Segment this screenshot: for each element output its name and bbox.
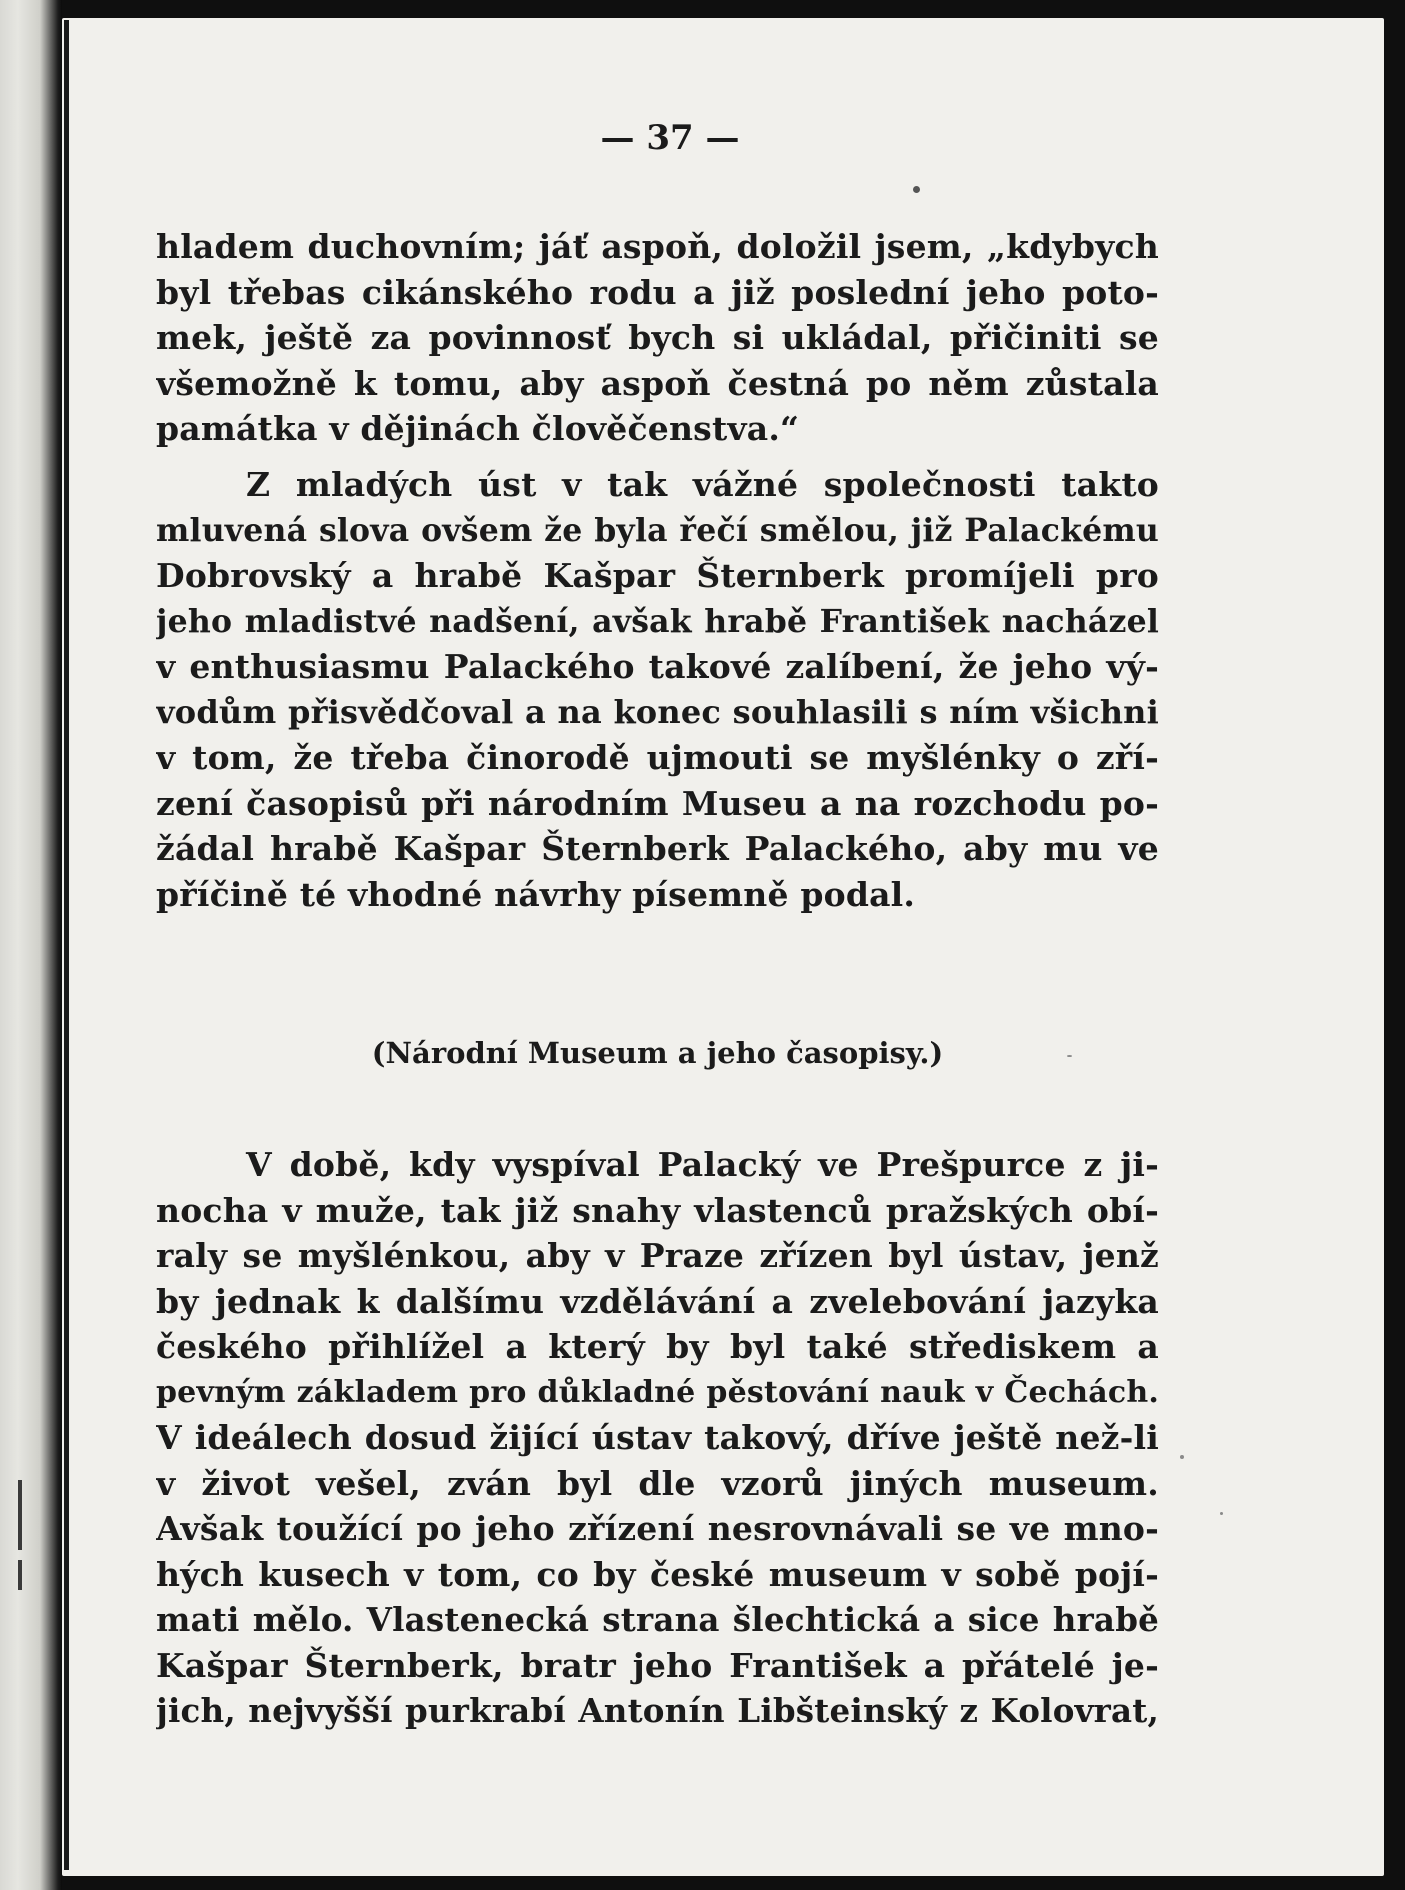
text-line: v tom, že třeba činorodě ujmouti se myšlénky o zří- bbox=[156, 738, 1159, 777]
paragraph-3 bbox=[156, 1142, 1159, 1734]
ink-speck bbox=[1220, 1512, 1223, 1515]
paragraph-1 bbox=[156, 224, 1159, 452]
text-line: českého přihlížel a který by byl také střediskem a bbox=[156, 1327, 1159, 1366]
ink-speck bbox=[913, 186, 920, 193]
text-line: mek, ještě za povinnosť bych si ukládal, přičiniti se bbox=[156, 318, 1159, 357]
page-number: — 37 — bbox=[600, 118, 740, 158]
edge-mark bbox=[18, 1480, 22, 1550]
text-line: hladem duchovním; jáť aspoň, doložil jsem, „kdybych bbox=[156, 227, 1159, 266]
text-line: Kašpar Šternberk, bratr jeho František a přátelé je- bbox=[156, 1645, 1159, 1685]
text-line: Avšak toužící po jeho zřízení nesrovnávali se ve mno- bbox=[156, 1509, 1159, 1548]
text-line: pevným základem pro důkladné pěstování nauk v Čechách. bbox=[156, 1374, 1159, 1410]
text-line: V ideálech dosud žijící ústav takový, dříve ještě než-li bbox=[156, 1418, 1159, 1457]
text-line: V době, kdy vyspíval Palacký ve Prešpurce z ji- bbox=[246, 1145, 1159, 1184]
text-line: by jednak k dalšímu vzdělávání a zvelebování jazyka bbox=[156, 1281, 1159, 1321]
paragraph-2 bbox=[156, 462, 1159, 917]
section-heading: (Národní Museum a jeho časopisy.) bbox=[371, 1036, 944, 1070]
text-line: jich, nejvyšší purkrabí Antonín Libšteinský z Kolovrat, bbox=[156, 1691, 1159, 1730]
text-line: mati mělo. Vlastenecká strana šlechtická a sice hrabě bbox=[156, 1600, 1159, 1639]
text-line: památka v dějinách člověčenstva.“ bbox=[156, 409, 800, 448]
paragraph-1-text bbox=[156, 224, 1159, 452]
text-line: hých kusech v tom, co by české museum v sobě pojí- bbox=[156, 1554, 1159, 1594]
text-line: v život vešel, zván byl dle vzorů jiných museum. bbox=[156, 1463, 1159, 1503]
text-line: raly se myšlénkou, aby v Praze zřízen byl ústav, jenž bbox=[156, 1236, 1159, 1275]
edge-mark bbox=[18, 1560, 22, 1590]
text-line: jeho mladistvé nadšení, avšak hrabě František nacházel bbox=[156, 602, 1159, 640]
gutter-shadow bbox=[64, 20, 69, 1870]
text-line: příčině té vhodné návrhy písemně podal. bbox=[156, 874, 916, 914]
text-line: byl třebas cikánského rodu a již poslední jeho poto- bbox=[156, 272, 1159, 312]
text-line: Dobrovský a hrabě Kašpar Šternberk promíjeli pro bbox=[156, 556, 1159, 595]
text-line: nocha v muže, tak již snahy vlastenců pražských obí- bbox=[156, 1190, 1159, 1230]
ink-speck bbox=[1180, 1455, 1184, 1459]
text-line: vodům přisvědčoval a na konec souhlasili s ním všichni bbox=[156, 692, 1159, 731]
text-line: všemožně k tomu, aby aspoň čestná po něm zůstala bbox=[156, 363, 1159, 403]
text-line: v enthusiasmu Palackého takové zalíbení, že jeho vý- bbox=[156, 647, 1159, 686]
previous-page-edge bbox=[0, 0, 62, 1890]
text-line: mluvená slova ovšem že byla řečí smělou, již Palackému bbox=[156, 511, 1159, 549]
text-line: Z mladých úst v tak vážné společnosti takto bbox=[246, 465, 1159, 504]
paragraph-2-text bbox=[156, 462, 1159, 917]
paragraph-3-text bbox=[156, 1142, 1159, 1734]
text-line: žádal hrabě Kašpar Šternberk Palackého, aby mu ve bbox=[156, 829, 1159, 868]
text-line: zení časopisů při národním Museu a na rozchodu po- bbox=[156, 783, 1159, 823]
